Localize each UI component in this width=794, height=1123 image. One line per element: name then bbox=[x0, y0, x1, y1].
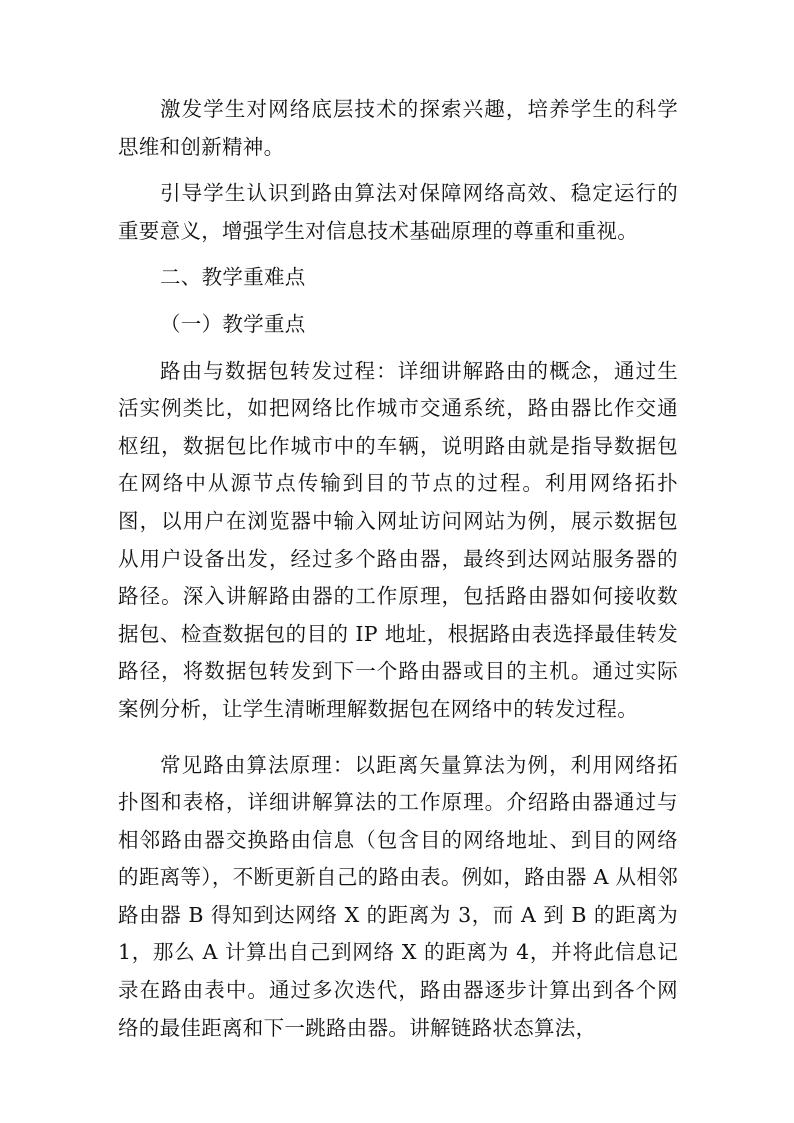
spacer bbox=[118, 344, 678, 353]
document-page bbox=[118, 91, 678, 1047]
spacer bbox=[118, 729, 678, 747]
subsection-heading-key-points: （一）教学重点 bbox=[160, 311, 306, 336]
spacer bbox=[118, 166, 678, 175]
paragraph-importance: 引导学生认识到路由算法对保障网络高效、稳定运行的重要意义，增强学生对信息技术基础原理的尊重和重视。 bbox=[118, 181, 678, 243]
paragraph-routing-forwarding: 路由与数据包转发过程：详细讲解路由的概念，通过生活实例类比，如把网络比作城市交通系统，路由器比作交通枢纽，数据包比作城市中的车辆，说明路由就是指导数据包在网络中从源节点传输到目的节点的过程。利用网络拓扑图，以用户在浏览器中输入网址访问网站为例，展示数据包从用户设备出发，经过多个路由器，最终到达网站服务器的路径。深入讲解路由器的工作原理，包括路由器如何接收数据包、检查数据包的目的 IP 地址，根据路由表选择最佳转发路径，将数据包转发到下一个路由器或目的主机。通过实际案例分析，让学生清晰理解数据包在网络中的转发过程。 bbox=[118, 358, 678, 721]
paragraph-innovation: 激发学生对网络底层技术的探索兴趣，培养学生的科学思维和创新精神。 bbox=[118, 97, 678, 159]
paragraph-routing-algorithms: 常见路由算法原理：以距离矢量算法为例，利用网络拓扑图和表格，详细讲解算法的工作原理。介绍路由器通过与相邻路由器交换路由信息（包含目的网络地址、到目的网络的距离等），不断更新自己的路由表。例如，路由器 A 从相邻路由器 B 得知到达网络 X 的距离为 3，而 A 到 B 的距离为 1，那么 A 计算出自己到网络 X 的距离为 4，并将此信息记录在路由表中。通过多次迭代，路由器逐步计算出到各个网络的最佳距离和下一跳路由器。讲解链路状态算法， bbox=[118, 752, 678, 1040]
section-heading-key-difficult-points: 二、教学重难点 bbox=[160, 265, 306, 290]
spacer bbox=[118, 297, 678, 306]
spacer bbox=[118, 250, 678, 259]
